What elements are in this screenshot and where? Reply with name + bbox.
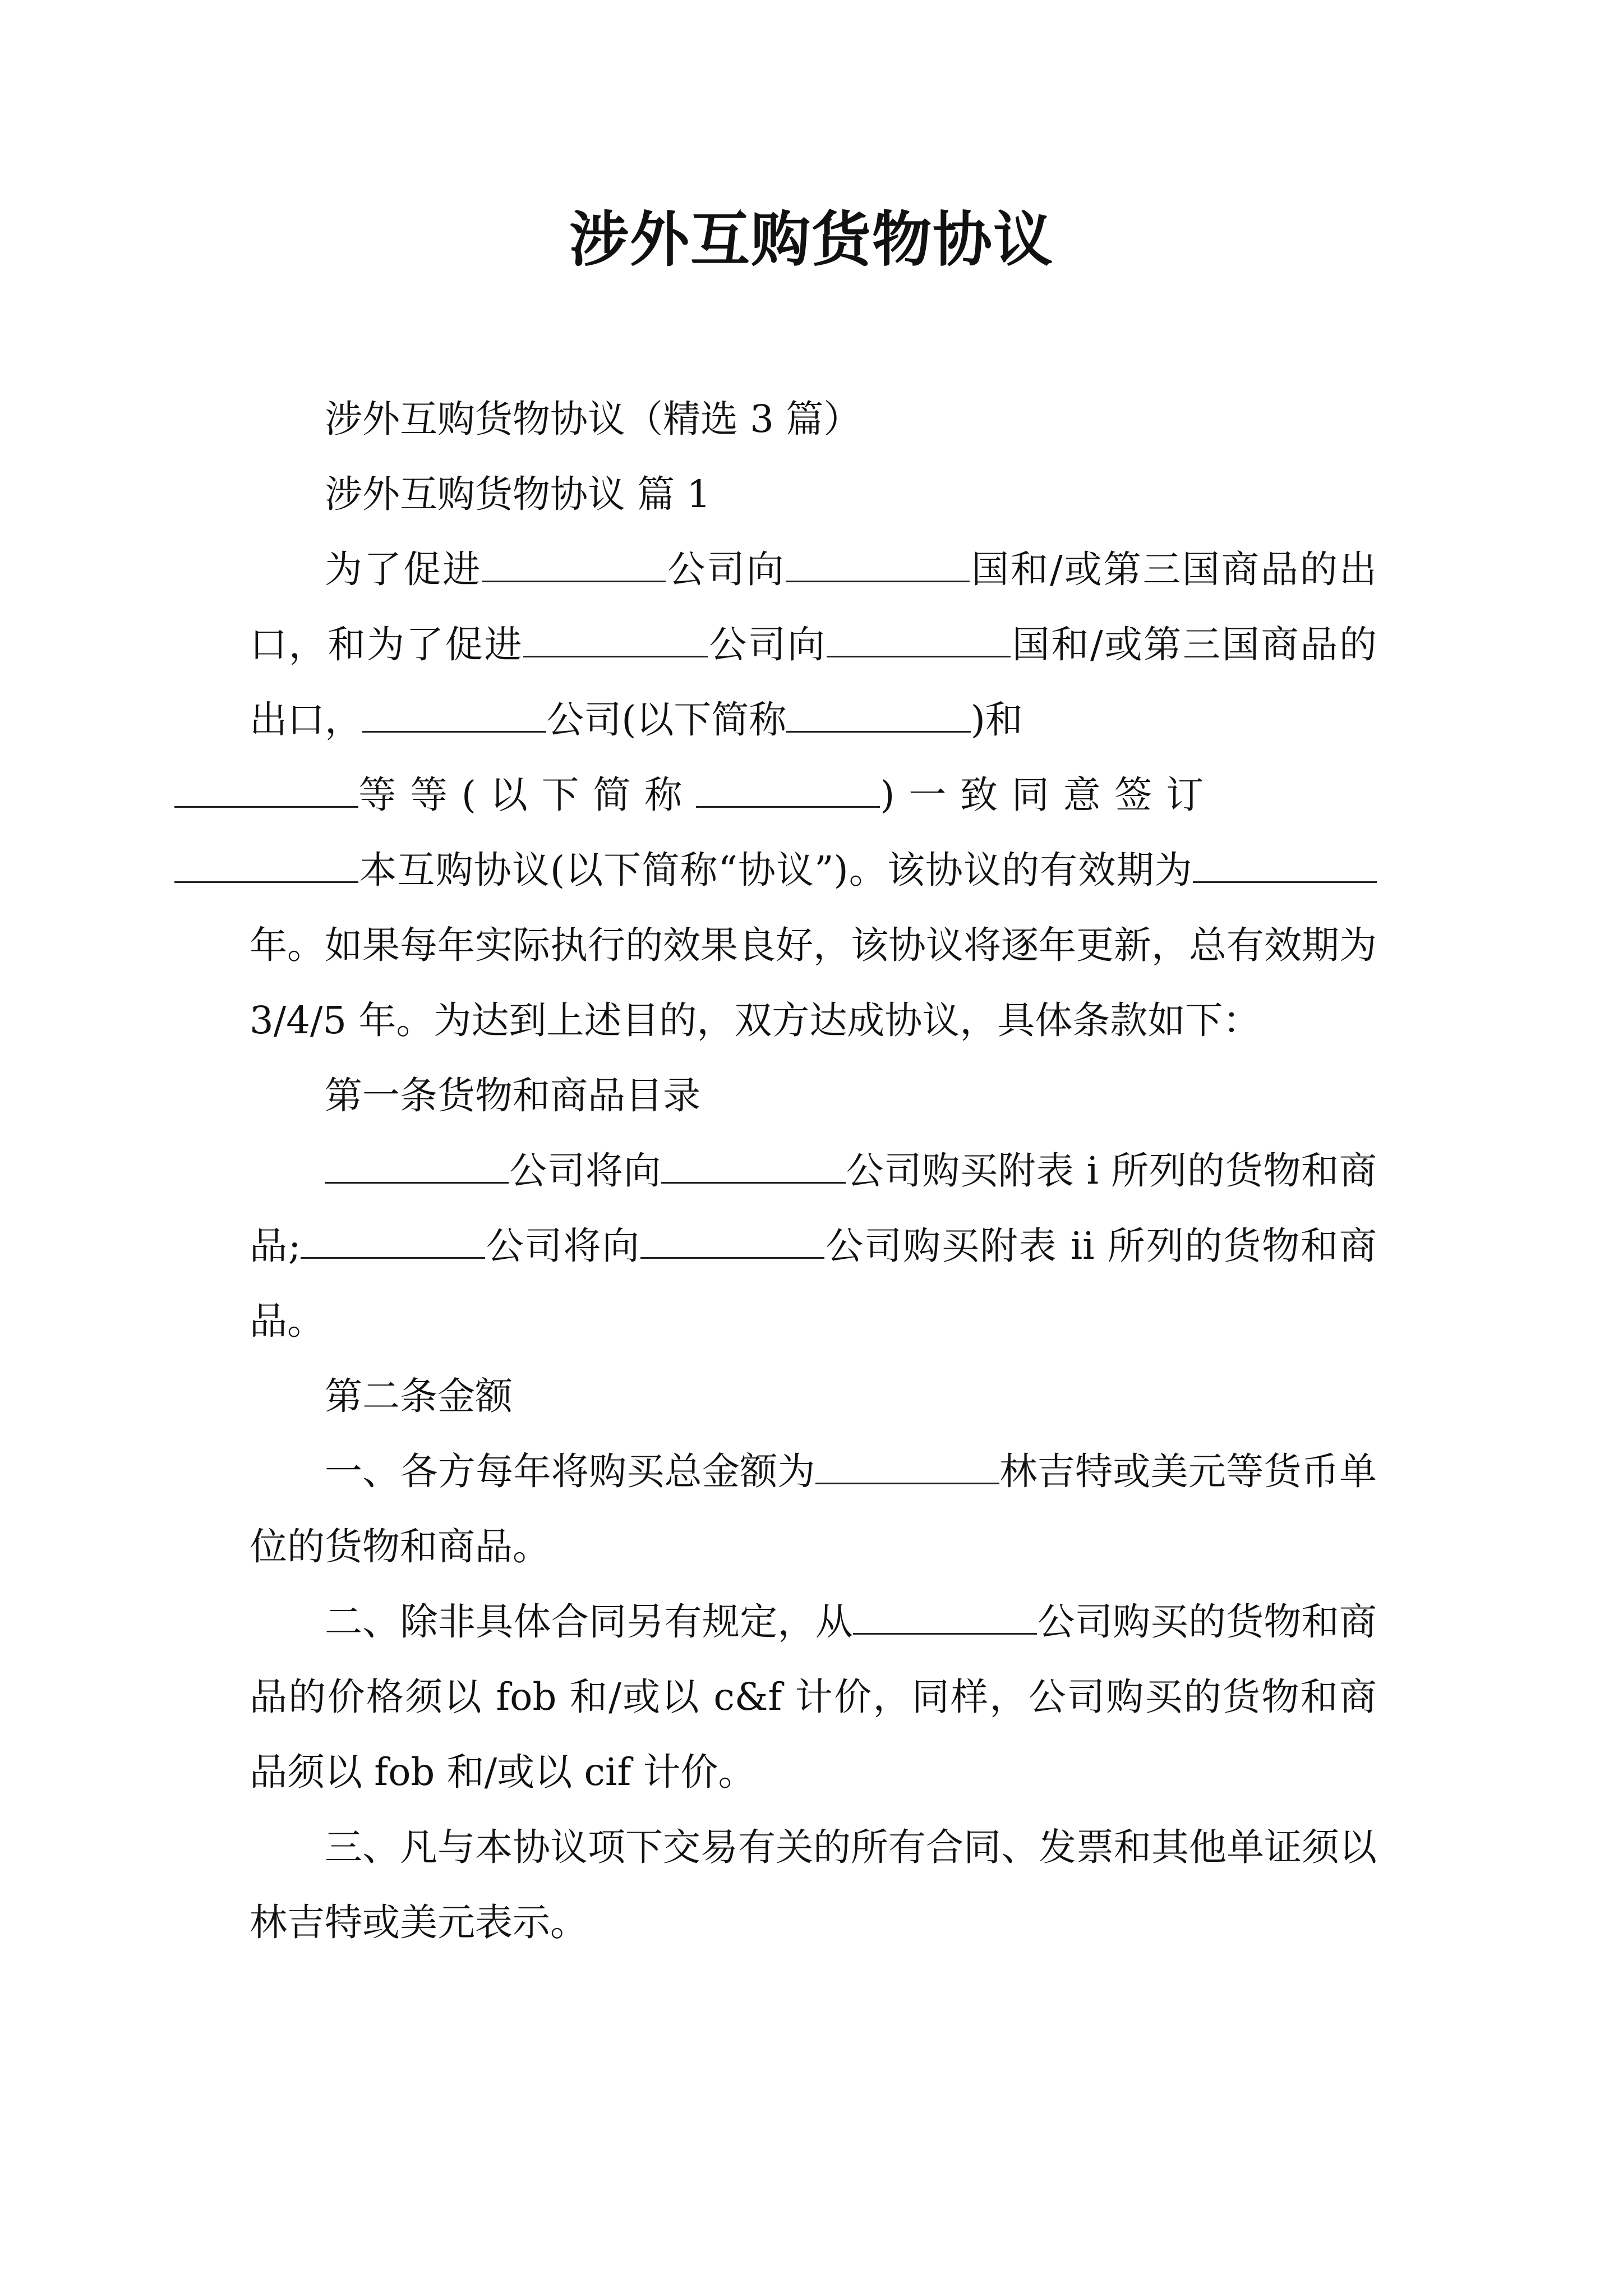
intro-paragraph xyxy=(250,532,1377,1058)
blank-line xyxy=(786,695,970,733)
blank-line xyxy=(1193,845,1377,883)
intro-text-1: 为了促进 xyxy=(325,547,482,591)
blank-line xyxy=(786,545,970,582)
blank-line xyxy=(174,770,358,808)
blank-line xyxy=(815,1447,999,1484)
blank-line xyxy=(827,620,1011,657)
intro-text-2: 公司向 xyxy=(666,547,786,591)
article-1-text-4: 公司购买附表 ii 所列的货物和商品。 xyxy=(250,1224,1377,1343)
intro-text-7: )和 xyxy=(970,698,1023,742)
blank-line xyxy=(523,620,707,657)
intro-text-10: 本互购协议(以下简称“协议”)。该协议的有效期为 xyxy=(358,848,1193,892)
document-title: 涉外互购货物协议 xyxy=(569,204,1054,274)
blank-line xyxy=(696,770,880,808)
blank-line xyxy=(640,1221,824,1259)
clause-2-text-b: 公司购买的货物和商品的价格须以 fob 和/或以 c&f 计价，同样，公司购买的货物和商品须以 fob 和/或以 cif 计价。 xyxy=(250,1600,1377,1794)
blank-line xyxy=(853,1597,1037,1635)
article-1-paragraph xyxy=(250,1133,1377,1359)
intro-text-4: 公司向 xyxy=(707,623,827,666)
article-2-clause-2 xyxy=(250,1584,1377,1810)
blank-line xyxy=(661,1146,845,1184)
intro-text-8: 等等(以下简称 xyxy=(358,773,696,817)
clause-2-text-a: 二、除非具体合同另有规定，从 xyxy=(325,1600,854,1644)
blank-line xyxy=(174,845,358,883)
article-2-clause-3: 三、凡与本协议项下交易有关的所有合同、发票和其他单证须以林吉特或美元表示。 xyxy=(250,1825,1377,1944)
document-body xyxy=(250,381,1377,1960)
article-1-text-1: 公司将向 xyxy=(509,1149,662,1193)
intro-text-9: )一致同意签订 xyxy=(880,773,1218,817)
article-1-heading: 第一条货物和商品目录 xyxy=(325,1074,700,1117)
clause-1-text-b: 林吉特或美元等货币单位的货物和商品。 xyxy=(250,1450,1377,1568)
clause-1-text-a: 一、各方每年将购买总金额为 xyxy=(325,1450,815,1493)
blank-line xyxy=(362,695,546,733)
article-2-heading: 第二条金额 xyxy=(325,1374,513,1418)
blank-line xyxy=(325,1146,509,1184)
intro-text-6: 公司(以下简称 xyxy=(546,698,787,742)
intro-text-11: 年。如果每年实际执行的效果良好，该协议将逐年更新，总有效期为 3/4/5 年。为达到上述目的，双方达成协议，具体条款如下： xyxy=(250,923,1377,1042)
section-heading: 涉外互购货物协议 篇 1 xyxy=(325,472,711,516)
intro-text-3: 国和/或第三国商品的出口，和为了促进 xyxy=(250,547,1377,666)
intro-text-5: 国和/或第三国商品的出口， xyxy=(250,623,1377,742)
article-2-clause-1 xyxy=(250,1434,1377,1584)
article-1-text-2: 公司购买附表 i 所列的货物和商品; xyxy=(250,1149,1377,1268)
article-1-text-3: 公司将向 xyxy=(485,1224,641,1268)
subtitle: 涉外互购货物协议（精选 3 篇） xyxy=(325,397,861,441)
blank-line xyxy=(482,545,666,582)
blank-line xyxy=(301,1221,485,1259)
